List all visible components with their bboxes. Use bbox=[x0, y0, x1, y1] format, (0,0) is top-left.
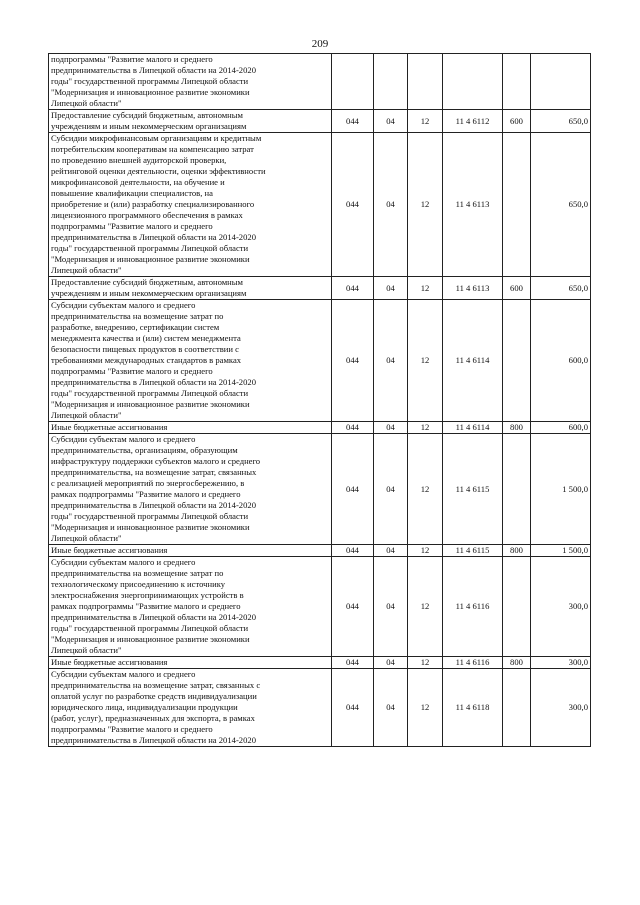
description-line: предпринимательства в Липецкой области на 2014-2020 bbox=[51, 500, 256, 510]
description-line: годы" государственной программы Липецкой области bbox=[51, 388, 249, 398]
description-line: Липецкой области" bbox=[51, 533, 122, 543]
cell-amount: 650,0 bbox=[531, 277, 591, 300]
cell-ministry: 044 bbox=[332, 422, 374, 434]
cell-subsection: 12 bbox=[408, 545, 443, 557]
cell-amount: 300,0 bbox=[531, 557, 591, 657]
description-line: предпринимательства в Липецкой области на 2014-2020 bbox=[51, 65, 256, 75]
cell-amount bbox=[531, 54, 591, 110]
description-line: (работ, услуг), предназначенных для экспорта, в рамках bbox=[51, 713, 255, 723]
table-row bbox=[49, 545, 591, 557]
description-line: Липецкой области" bbox=[51, 645, 122, 655]
table-row bbox=[49, 300, 591, 422]
cell-section: 04 bbox=[374, 277, 408, 300]
row-description bbox=[49, 54, 332, 110]
description-line: менеджмента качества и (или) систем менеджмента bbox=[51, 333, 241, 343]
cell-ministry: 044 bbox=[332, 434, 374, 545]
cell-ministry: 044 bbox=[332, 110, 374, 133]
description-line: предпринимательства в Липецкой области на 2014-2020 bbox=[51, 232, 256, 242]
cell-amount: 600,0 bbox=[531, 300, 591, 422]
description-line: предпринимательства, на возмещение затрат, связанных bbox=[51, 467, 257, 477]
description-line: подпрограммы "Развитие малого и среднего bbox=[51, 221, 213, 231]
description-line: годы" государственной программы Липецкой области bbox=[51, 623, 249, 633]
table-row bbox=[49, 557, 591, 657]
cell-subsection bbox=[408, 54, 443, 110]
row-description bbox=[49, 545, 332, 557]
cell-target: 11 4 6118 bbox=[443, 669, 503, 747]
cell-amount: 650,0 bbox=[531, 110, 591, 133]
cell-amount: 1 500,0 bbox=[531, 545, 591, 557]
cell-section: 04 bbox=[374, 545, 408, 557]
description-line: Иные бюджетные ассигнования bbox=[51, 545, 168, 555]
description-line: технологическому присоединению к источнику bbox=[51, 579, 226, 589]
row-description bbox=[49, 657, 332, 669]
cell-expense-type: 600 bbox=[503, 110, 531, 133]
cell-section: 04 bbox=[374, 300, 408, 422]
description-line: Субсидии субъектам малого и среднего bbox=[51, 557, 196, 567]
cell-expense-type: 600 bbox=[503, 277, 531, 300]
description-line: предпринимательства на возмещение затрат по bbox=[51, 311, 224, 321]
description-line: безопасности пищевых продуктов в соответствии с bbox=[51, 344, 239, 354]
description-line: электроснабжения энергопринимающих устройств в bbox=[51, 590, 244, 600]
budget-table bbox=[48, 53, 591, 747]
cell-ministry: 044 bbox=[332, 545, 374, 557]
description-line: Липецкой области" bbox=[51, 265, 122, 275]
cell-subsection: 12 bbox=[408, 657, 443, 669]
description-line: Субсидии субъектам малого и среднего bbox=[51, 669, 196, 679]
row-description bbox=[49, 277, 332, 300]
cell-target: 11 4 6116 bbox=[443, 557, 503, 657]
description-line: инфраструктуру поддержки субъектов малого и среднего bbox=[51, 456, 261, 466]
cell-amount: 1 500,0 bbox=[531, 434, 591, 545]
cell-subsection: 12 bbox=[408, 277, 443, 300]
description-line: годы" государственной программы Липецкой области bbox=[51, 76, 249, 86]
description-line: "Модернизация и инновационное развитие экономики bbox=[51, 399, 250, 409]
description-line: разработке, внедрению, сертификации систем bbox=[51, 322, 220, 332]
cell-section: 04 bbox=[374, 110, 408, 133]
description-line: предпринимательства в Липецкой области на 2014-2020 bbox=[51, 612, 256, 622]
cell-subsection: 12 bbox=[408, 422, 443, 434]
description-line: рамках подпрограммы "Развитие малого и среднего bbox=[51, 601, 241, 611]
description-line: учреждениям и иным некоммерческим организациям bbox=[51, 288, 247, 298]
cell-section: 04 bbox=[374, 133, 408, 277]
description-line: лицензионного программного обеспечения в рамках bbox=[51, 210, 243, 220]
description-line: юридического лица, индивидуализации продукции bbox=[51, 702, 238, 712]
cell-expense-type bbox=[503, 434, 531, 545]
description-line: рейтинговой оценки деятельности, оценки эффективности bbox=[51, 166, 266, 176]
cell-target: 11 4 6114 bbox=[443, 422, 503, 434]
table-row bbox=[49, 54, 591, 110]
description-line: Липецкой области" bbox=[51, 98, 122, 108]
cell-subsection: 12 bbox=[408, 557, 443, 657]
cell-expense-type bbox=[503, 54, 531, 110]
description-line: предпринимательства в Липецкой области на 2014-2020 bbox=[51, 735, 256, 745]
cell-expense-type: 800 bbox=[503, 657, 531, 669]
description-line: Иные бюджетные ассигнования bbox=[51, 422, 168, 432]
description-line: годы" государственной программы Липецкой области bbox=[51, 511, 249, 521]
page-number: 209 bbox=[311, 38, 329, 50]
cell-target: 11 4 6115 bbox=[443, 434, 503, 545]
cell-section: 04 bbox=[374, 557, 408, 657]
table-row bbox=[49, 669, 591, 747]
description-line: рамках подпрограммы "Развитие малого и среднего bbox=[51, 489, 241, 499]
cell-ministry: 044 bbox=[332, 277, 374, 300]
description-line: подпрограммы "Развитие малого и среднего bbox=[51, 54, 213, 64]
cell-expense-type: 800 bbox=[503, 422, 531, 434]
description-line: предпринимательства на возмещение затрат, связанных с bbox=[51, 680, 261, 690]
table-row bbox=[49, 110, 591, 133]
description-line: учреждениям и иным некоммерческим организациям bbox=[51, 121, 247, 131]
cell-section bbox=[374, 54, 408, 110]
description-line: Предоставление субсидий бюджетным, автономным bbox=[51, 110, 243, 120]
row-description bbox=[49, 557, 332, 657]
row-description bbox=[49, 300, 332, 422]
table-row bbox=[49, 277, 591, 300]
description-line: требованиями международных стандартов в рамках bbox=[51, 355, 242, 365]
cell-target: 11 4 6116 bbox=[443, 657, 503, 669]
cell-amount: 600,0 bbox=[531, 422, 591, 434]
description-line: годы" государственной программы Липецкой области bbox=[51, 243, 249, 253]
table-row bbox=[49, 434, 591, 545]
description-line: Иные бюджетные ассигнования bbox=[51, 657, 168, 667]
cell-target: 11 4 6113 bbox=[443, 133, 503, 277]
cell-target: 11 4 6112 bbox=[443, 110, 503, 133]
cell-subsection: 12 bbox=[408, 300, 443, 422]
cell-subsection: 12 bbox=[408, 434, 443, 545]
cell-section: 04 bbox=[374, 422, 408, 434]
table-row bbox=[49, 422, 591, 434]
description-line: Липецкой области" bbox=[51, 410, 122, 420]
cell-target bbox=[443, 54, 503, 110]
description-line: "Модернизация и инновационное развитие экономики bbox=[51, 87, 250, 97]
description-line: предпринимательства, организациям, образующим bbox=[51, 445, 238, 455]
cell-ministry bbox=[332, 54, 374, 110]
row-description bbox=[49, 669, 332, 747]
cell-section: 04 bbox=[374, 657, 408, 669]
description-line: по проведению внешней аудиторской проверки, bbox=[51, 155, 227, 165]
row-description bbox=[49, 422, 332, 434]
row-description bbox=[49, 110, 332, 133]
cell-ministry: 044 bbox=[332, 133, 374, 277]
cell-amount: 300,0 bbox=[531, 657, 591, 669]
description-line: подпрограммы "Развитие малого и среднего bbox=[51, 366, 213, 376]
cell-expense-type bbox=[503, 557, 531, 657]
cell-subsection: 12 bbox=[408, 110, 443, 133]
cell-target: 11 4 6114 bbox=[443, 300, 503, 422]
cell-ministry: 044 bbox=[332, 557, 374, 657]
description-line: предпринимательства в Липецкой области на 2014-2020 bbox=[51, 377, 256, 387]
cell-section: 04 bbox=[374, 434, 408, 545]
description-line: приобретение и (или) разработку специализированного bbox=[51, 199, 255, 209]
cell-ministry: 044 bbox=[332, 300, 374, 422]
table-row bbox=[49, 657, 591, 669]
description-line: микрофинансовой деятельности, на обучение и bbox=[51, 177, 225, 187]
row-description bbox=[49, 133, 332, 277]
description-line: оплатой услуг по разработке средств индивидуализации bbox=[51, 691, 257, 701]
description-line: "Модернизация и инновационное развитие экономики bbox=[51, 522, 250, 532]
description-line: "Модернизация и инновационное развитие экономики bbox=[51, 254, 250, 264]
description-line: потребительским кооперативам на компенсацию затрат bbox=[51, 144, 254, 154]
description-line: с реализацией мероприятий по энергосбережению, в bbox=[51, 478, 245, 488]
description-line: Субсидии субъектам малого и среднего bbox=[51, 300, 196, 310]
description-line: подпрограммы "Развитие малого и среднего bbox=[51, 724, 213, 734]
cell-amount: 650,0 bbox=[531, 133, 591, 277]
cell-expense-type bbox=[503, 300, 531, 422]
cell-subsection: 12 bbox=[408, 133, 443, 277]
cell-expense-type: 800 bbox=[503, 545, 531, 557]
cell-ministry: 044 bbox=[332, 669, 374, 747]
table-row bbox=[49, 133, 591, 277]
cell-ministry: 044 bbox=[332, 657, 374, 669]
cell-amount: 300,0 bbox=[531, 669, 591, 747]
description-line: Субсидии микрофинансовым организациям и кредитным bbox=[51, 133, 262, 143]
description-line: Субсидии субъектам малого и среднего bbox=[51, 434, 196, 444]
cell-expense-type bbox=[503, 133, 531, 277]
description-line: повышение квалификации специалистов, на bbox=[51, 188, 213, 198]
cell-target: 11 4 6113 bbox=[443, 277, 503, 300]
description-line: предпринимательства на возмещение затрат по bbox=[51, 568, 224, 578]
cell-expense-type bbox=[503, 669, 531, 747]
description-line: Предоставление субсидий бюджетным, автономным bbox=[51, 277, 243, 287]
description-line: "Модернизация и инновационное развитие экономики bbox=[51, 634, 250, 644]
cell-target: 11 4 6115 bbox=[443, 545, 503, 557]
row-description bbox=[49, 434, 332, 545]
cell-subsection: 12 bbox=[408, 669, 443, 747]
cell-section: 04 bbox=[374, 669, 408, 747]
